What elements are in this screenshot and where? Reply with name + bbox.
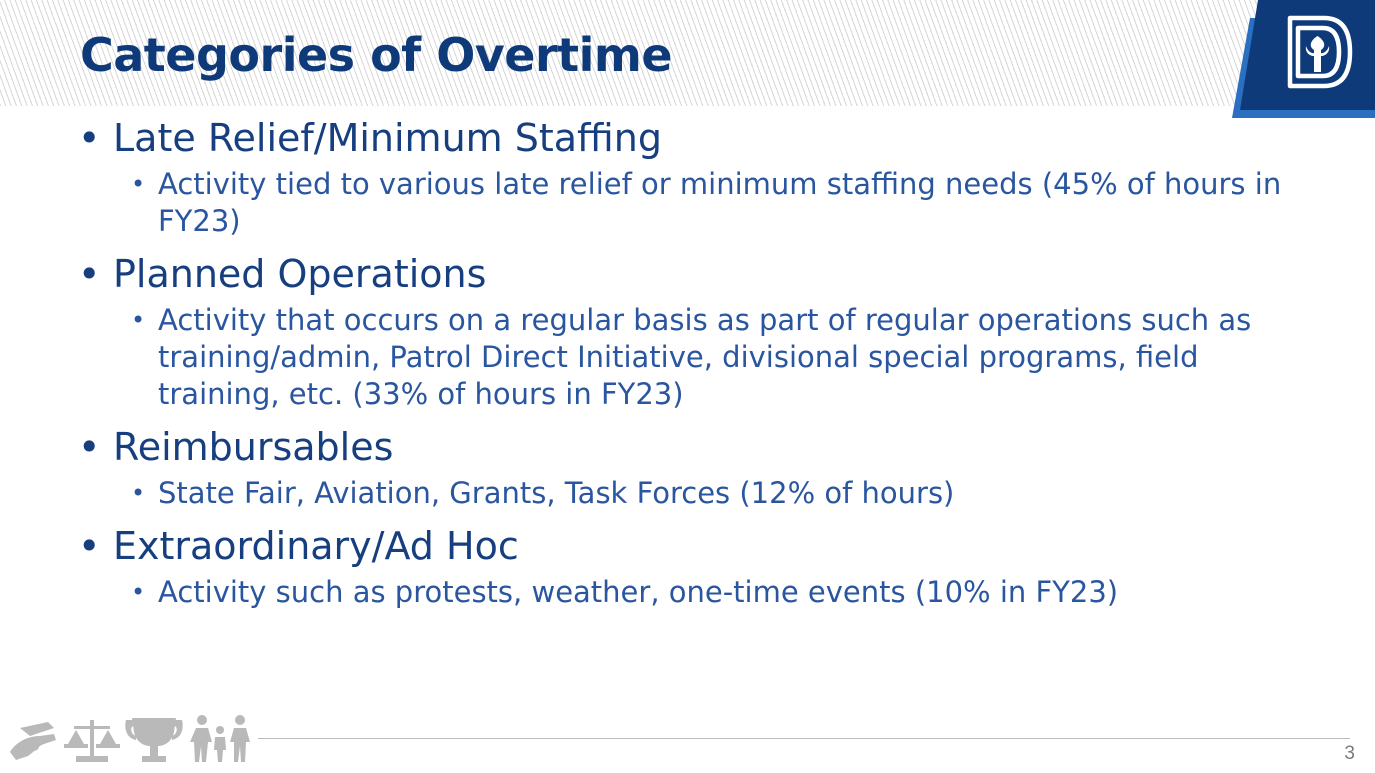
slide-title: Categories of Overtime [80, 28, 673, 82]
bullet-dot: • [78, 252, 101, 296]
footer-divider [258, 738, 1350, 739]
sub-bullet-item [131, 475, 1308, 512]
bullet-text: Late Relief/Minimum Staffing [113, 116, 662, 160]
bullet-text: Reimbursables [113, 425, 394, 469]
bullet-text: Extraordinary/Ad Hoc [113, 524, 519, 568]
sub-bullet-dot: • [131, 306, 146, 334]
handshake-icon [10, 722, 56, 760]
bullet-item [78, 423, 1308, 471]
bullet-content [78, 114, 1308, 611]
family-icon [190, 715, 250, 762]
bullet-item [78, 114, 1308, 162]
bullet-text: Planned Operations [113, 252, 487, 296]
bullet-dot: • [78, 524, 101, 568]
sub-bullet-text: Activity that occurs on a regular basis as part of regular operations such as training/admin, Patrol Direct Initiative, divisional special programs, field training, etc. (33% of hours in FY23) [158, 303, 1252, 411]
bullet-dot: • [78, 116, 101, 160]
sub-bullet-text: Activity such as protests, weather, one-time events (10% in FY23) [158, 575, 1119, 609]
sub-bullet-dot: • [131, 170, 146, 198]
bullet-item [78, 250, 1308, 298]
scales-icon [64, 720, 120, 762]
sub-bullet-text: State Fair, Aviation, Grants, Task Forces (12% of hours) [158, 476, 955, 510]
sub-bullet-text: Activity tied to various late relief or minimum staffing needs (45% of hours in FY23) [158, 167, 1282, 238]
page-number: 3 [1344, 743, 1355, 764]
bullet-item [78, 522, 1308, 570]
sub-bullet-dot: • [131, 479, 146, 507]
city-logo-icon [1228, 0, 1375, 120]
bullet-list [78, 114, 1308, 611]
bullet-dot: • [78, 425, 101, 469]
footer-icons [8, 712, 253, 767]
sub-bullet-item [131, 302, 1308, 413]
trophy-icon [125, 718, 182, 762]
sub-bullet-item [131, 574, 1308, 611]
sub-bullet-dot: • [131, 578, 146, 606]
sub-bullet-item [131, 166, 1308, 240]
